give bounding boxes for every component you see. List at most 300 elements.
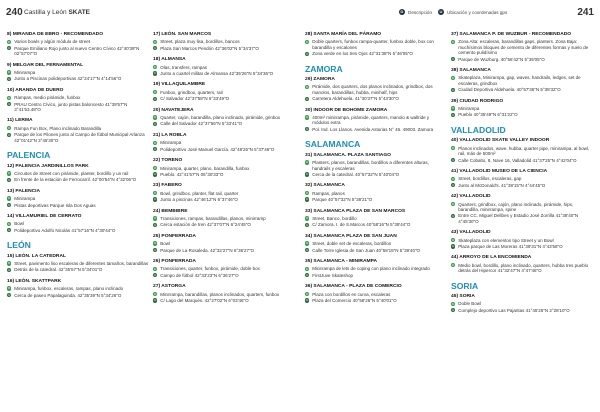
description-text: Olas, transfers, rampas [160, 64, 208, 70]
location-text: Entre CC. Miguel Delibes y Estadio José Zorrilla 41°38'40"N 4°45'30"O [458, 213, 579, 224]
skatepark-entry [305, 108, 447, 133]
location-line [7, 228, 149, 233]
description-icon: D [306, 160, 309, 165]
description-text: Bowl, grindbox, planter, flat rail, quarter [160, 190, 239, 196]
skatepark-title: 40) VALLADOLID SKATE VALLEY INDOOR [451, 138, 550, 144]
location-line [153, 222, 295, 227]
description-line [451, 301, 593, 306]
description-text: Rampas, planos [312, 190, 345, 196]
skatepark-title: 20) NAVATEJERA [153, 107, 194, 113]
skatepark-entry [451, 68, 593, 93]
description-icon: D [154, 140, 157, 145]
description-icon: D [306, 191, 309, 196]
location-icon: U [452, 87, 455, 92]
location-line [7, 293, 149, 298]
section-heading: PALENCIA [7, 150, 51, 161]
description-icon: D [8, 221, 11, 226]
skatepark-entry [305, 284, 447, 303]
skatepark-entry [7, 279, 149, 298]
skatepark-title: 31) SALAMANCA. PLAZA SANTIAGO [305, 152, 391, 158]
icon-legend [393, 9, 507, 15]
description-text: Street, pavimento liso escaleras de diferentes tamaños, barandillas [14, 260, 149, 266]
skatepark-title: 25) PONFERRADA [153, 233, 196, 239]
location-icon: U [8, 132, 11, 137]
description-line [7, 126, 149, 131]
description-icon: D [154, 241, 157, 246]
description-text: Medio bowl, bordillo, plano inclinado, quarters, hubba tres pueblo detrás del Hipercor 41°32'47"N 4°47'46"O [458, 262, 589, 274]
skatepark-title: 13) PALENCIA [7, 188, 41, 194]
skatepark-entry [305, 153, 447, 178]
running-title-topic: SKATE [68, 9, 91, 16]
location-icon: U [306, 197, 309, 202]
description-text: Planters, planos, barandillas, bordillos a diferentes alturas, handrails y escaleras [312, 160, 429, 171]
skatepark-entry [153, 133, 295, 152]
skatepark-title: 11) LERMA [7, 118, 33, 124]
location-text: Zona verde en los tres Ojos 42°31'38"N 5°46'05"O [312, 51, 413, 57]
location-line [305, 96, 447, 101]
skatepark-entry [305, 32, 447, 57]
description-line [305, 191, 447, 196]
column-3 [305, 32, 447, 309]
description-text: Minirampa, quarter, plano, barandilla, funbox [160, 165, 250, 171]
description-text: Rampa Fun Box, Plano inclinado Barandilla [14, 125, 102, 131]
skatepark-title: 33) SALAMANCA PLAZA DE SAN MARCOS [305, 208, 406, 214]
location-text: Calle del Salvador 42°37'56"N 5°33'41"O [160, 121, 243, 127]
skatepark-title: 38) SALAMANCA [451, 68, 491, 74]
location-text: C/ Zamora. I. de S.Marcos 40°58'16"N 5°39'44"O [312, 222, 411, 228]
skatepark-title: 14) VILLAMURIEL DE CERRATO [7, 213, 82, 219]
description-line [153, 292, 295, 297]
location-text: Cerca estación de tren 42°37'07"N 6°24'45"O [160, 222, 251, 228]
skatepark-entry [7, 118, 149, 143]
location-icon: U [8, 76, 11, 81]
location-icon: U [154, 273, 157, 278]
description-icon: D [452, 39, 455, 44]
location-line [305, 273, 447, 278]
location-line [305, 197, 447, 202]
description-line [451, 106, 593, 111]
column-4 [451, 32, 593, 319]
description-text: Plaza con bordillos en curva, escaleras [312, 291, 391, 297]
description-text: Transiciones, rampas, barandillas, planos, minirramp [160, 215, 266, 221]
skatepark-title: 8) MIRANDA DE EBRO - RECOMENDADO [7, 32, 104, 37]
location-icon: U [154, 121, 157, 126]
location-icon: U [8, 46, 11, 51]
description-line [451, 263, 593, 274]
skatepark-entry [451, 230, 593, 249]
skatepark-title: 41) VALLADOLID MUSEO DE LA CIENCIA [451, 168, 548, 174]
location-text: Pol. Ind. Los Llanos. Avenida Asturias N° 46. 49003. Zamora [312, 126, 434, 132]
section-heading: VALLADOLID [451, 124, 506, 135]
description-line [305, 241, 447, 246]
description-line [7, 286, 149, 291]
description-text: Funbox, grindbox, quarters, rail [160, 89, 223, 95]
location-text: Junto a cuartel militar de Almansa 42°35'26"N 5°34'36"O [160, 71, 274, 77]
skatepark-entry [153, 32, 295, 51]
description-text: Bowl [160, 241, 171, 247]
location-icon: U [452, 157, 455, 162]
description-icon: D [306, 291, 309, 296]
description-icon: D [306, 216, 309, 221]
description-icon: D [154, 216, 157, 221]
description-line [7, 196, 149, 201]
description-legend-label: Descripción [408, 9, 432, 15]
location-icon: U [154, 247, 157, 252]
location-text: Parque de La Rosaleda. 42°32'27"N 6°36'27"O [160, 247, 255, 253]
description-line [153, 140, 295, 145]
description-text: Street, bordillos, escaleras, gap [458, 176, 522, 182]
section-heading: ZAMORA [305, 63, 343, 74]
description-icon: D [306, 84, 309, 89]
skatepark-title: 45) SORIA [451, 294, 475, 299]
location-text: Ciudad Deportiva Aldehuela. 40°57'36"N 5°38'32"O [458, 87, 561, 93]
description-icon: D [154, 165, 157, 170]
location-line [153, 121, 295, 126]
description-icon: D [306, 266, 309, 271]
description-line [153, 266, 295, 271]
skatepark-entry [7, 214, 149, 233]
description-icon: D [452, 106, 455, 111]
skatepark-entry [7, 63, 149, 82]
skatepark-entry [7, 189, 149, 208]
location-icon: U [452, 112, 455, 117]
location-line [153, 172, 295, 177]
location-icon: U [452, 213, 455, 218]
location-legend-label: Ubicación y coordenadas gps [447, 9, 508, 15]
location-icon: U [452, 56, 455, 61]
location-line [451, 244, 593, 249]
description-icon: D [8, 126, 11, 131]
location-line [305, 248, 447, 253]
location-text: Pistas deportivas Parque Isla Dos Aguas [14, 202, 96, 208]
location-line [451, 158, 593, 163]
description-line [305, 266, 447, 271]
skatepark-entry [7, 32, 149, 57]
location-text: FirstJuve Skateshop [312, 272, 354, 278]
description-line [7, 221, 149, 226]
description-line [153, 39, 295, 44]
description-icon: D [400, 9, 404, 14]
description-text: Bowl [14, 221, 25, 227]
location-text: Junto a piscinas 42°46'12"N 6°37'46"O [160, 197, 238, 203]
description-text: Quarters, grindbox, cajón, plano inclinado, pirámide, hips, barandilla, minirrampa, spine [458, 201, 574, 212]
description-icon: D [154, 291, 157, 296]
description-icon: D [154, 191, 157, 196]
location-line [305, 172, 447, 177]
location-text: C/ Salvador 42°37'58"N 5°33'49"O [160, 96, 230, 102]
description-icon: D [8, 39, 11, 44]
skatepark-title: 34) SALAMANCA PLAZA DE SAN JUAN [305, 233, 397, 239]
description-line [451, 75, 593, 86]
location-icon: U [154, 298, 157, 303]
location-text: Plaza del Comercio 40°58'26"N 5°40'01"O [312, 298, 397, 303]
description-text: Quarter, cajón, barandilla, plano inclinado, pirámide, grinbox [160, 115, 281, 121]
location-text: Plaza San Marcos Pendón 42°36'02"N 5°34'37"O [160, 45, 259, 51]
description-icon: D [154, 90, 157, 95]
location-line [305, 51, 447, 56]
location-icon: U [306, 127, 309, 132]
location-text: Cerca de la catedral. 40°57'32"N 5°40'04"O [312, 171, 400, 177]
description-text: Minirampa [14, 70, 36, 76]
location-line [451, 213, 593, 224]
location-icon: U [8, 101, 11, 106]
skatepark-entry [305, 183, 447, 202]
location-line [451, 87, 593, 92]
column-2 [153, 32, 295, 309]
location-line [451, 183, 593, 188]
location-icon: U [154, 96, 157, 101]
description-text: Minirrampa de lets de coping con plano inclinado integrado [312, 266, 430, 272]
skatepark-entry [153, 209, 295, 228]
column-1 [7, 32, 149, 304]
skatepark-title: 27) ASTORGA [153, 284, 186, 290]
location-text: Cerca de paseo Papalaguinda. 42°35'39"N 5°34'26"O [14, 292, 122, 298]
skatepark-entry [7, 254, 149, 273]
location-icon: U [306, 298, 309, 303]
location-line [153, 298, 295, 303]
location-icon: U [154, 172, 157, 177]
description-line [305, 216, 447, 221]
skatepark-title: 39) CIUDAD RODRIGO [451, 98, 504, 104]
location-line [7, 132, 149, 143]
left-page-number: 240 [6, 7, 23, 18]
skatepark-entry [451, 194, 593, 224]
running-title-region: Castilla y León [24, 9, 67, 16]
description-icon: D [306, 39, 309, 44]
section-heading: SORIA [451, 280, 479, 291]
location-icon: U [306, 51, 309, 56]
running-title [24, 9, 90, 16]
skatepark-title: 12) PALENCIA JARDINILLOS PARK [7, 163, 89, 169]
description-line [153, 115, 295, 120]
skatepark-title: 24) BEMBIBRE [153, 208, 188, 214]
description-line [153, 166, 295, 171]
location-icon: U [154, 146, 157, 151]
description-icon: D [154, 115, 157, 120]
location-text: Parque Emiliano Rojo junto al nuevo Centro Cívico 42°40'39"N 02°57'07"O [14, 45, 140, 57]
page-header [0, 0, 600, 30]
description-text: Rampas, medio pirámide, funbox [14, 95, 81, 101]
section-heading: LEÓN [7, 240, 31, 251]
location-line [305, 222, 447, 227]
location-line [7, 76, 149, 81]
skatepark-entry [153, 259, 295, 278]
location-text: Detrás de la catedral. 42°35'57"N 5°34'01"O [14, 267, 103, 273]
location-text: C/ Lago del Marqués. 42°27'02"N 6°03'46"O [160, 298, 249, 303]
description-text: Transiciones, quarter, funbox, pirámide, doble box [160, 266, 260, 272]
description-icon: D [8, 70, 11, 75]
description-line [451, 39, 593, 55]
description-text: Skateplaza con elementos tipo Street y un Bowl [458, 237, 554, 243]
description-icon: D [452, 237, 455, 242]
description-line [451, 146, 593, 157]
description-text: Minirampa [14, 196, 36, 202]
description-icon: D [154, 39, 157, 44]
skatepark-title: 44) ARROYO DE LA ENCOMIENDA [451, 255, 532, 261]
description-line [451, 176, 593, 181]
location-text: Calle Cobalto, 8, Nave 16, Valladolid 41°37'25"N 4°42'04"O [458, 157, 577, 163]
skatepark-title: 26) PONFERRADA [153, 258, 196, 264]
description-text: Minirampa [160, 140, 182, 146]
location-line [153, 273, 295, 278]
location-text: Complejo deportivo Las Pajaritas 41°45'25"N 2°28'10"O [458, 307, 570, 313]
description-line [451, 238, 593, 243]
location-icon: U [8, 292, 11, 297]
skatepark-entry [451, 138, 593, 163]
description-line [153, 191, 295, 196]
description-icon: D [306, 115, 309, 120]
description-text: Minirampa [458, 106, 480, 112]
location-line [305, 298, 447, 303]
skatepark-title: 17) LEÓN. SAN MARCOS [153, 32, 212, 37]
description-text: Street, plaza muy lisa, bordillos, bancos [160, 39, 240, 45]
location-icon: U [306, 247, 309, 252]
description-icon: D [452, 201, 455, 206]
description-icon: D [8, 95, 11, 100]
description-text: Planos inclinados, wave, hubba, quarter pipe, minirampa, al bowl, rail, más de 500m² [458, 145, 590, 157]
location-text: Campo de fútbol 42°33'23"N 6°36'27"O [160, 272, 239, 278]
location-icon: U [154, 46, 157, 51]
location-line [7, 267, 149, 272]
description-line [451, 202, 593, 213]
description-line [7, 70, 149, 75]
location-line [451, 112, 593, 117]
description-line [305, 292, 447, 297]
skatepark-title: 16) LEÓN. SKATTPARK [7, 278, 62, 284]
description-text: Pirámide, dos quarters, dos planos inclinados, grindbox, dos manolos, barandillas, hubba, minihalf, hips [312, 84, 433, 95]
description-text: Circuitos de Street con pirámide, planter, bordillo y un rail [14, 170, 129, 176]
description-icon: D [452, 176, 455, 181]
skatepark-title: 35) SALAMANCA - MINIRAMPA [305, 258, 377, 264]
description-text: Doble quarters, funbox rampa-quarter, funbox doble, box con barandilla y escalones [312, 39, 434, 50]
description-line [305, 160, 447, 171]
skatepark-entry [305, 209, 447, 228]
skatepark-title: 29) ZAMORA [305, 77, 335, 83]
location-text: Parque 40°57'32"N 5°38'21"O [312, 197, 373, 203]
description-line [7, 261, 149, 266]
skatepark-entry [153, 234, 295, 253]
location-line [451, 308, 593, 313]
location-line [153, 71, 295, 76]
skatepark-entry [451, 169, 593, 188]
location-line [153, 96, 295, 101]
description-text: Doble Bowl [458, 301, 482, 307]
location-line [7, 102, 149, 113]
location-icon: U [8, 267, 11, 272]
location-line [153, 197, 295, 202]
description-icon: D [8, 171, 11, 176]
skatepark-title: 10) ARANDA DE DUERO [7, 87, 64, 93]
location-text: Calle Torre Iglesia de San Juan 40°58'15"N 5°39'40"O [312, 247, 421, 253]
skatepark-title: 37) SALAMANCA P. DE WUZBUR - RECOMENDADO [451, 32, 572, 37]
description-line [153, 216, 295, 221]
description-text: Minirrampa, barandillas, planos inclinados, quarters, funbox [160, 291, 280, 297]
location-line [305, 127, 447, 132]
skatepark-entry [305, 77, 447, 102]
location-line [153, 248, 295, 253]
location-icon: U [452, 183, 455, 188]
description-icon: D [452, 145, 455, 150]
location-icon: U [306, 172, 309, 177]
skatepark-title: 36) SALAMANCA - PLAZA DE COMERCIO [305, 284, 402, 290]
description-icon: D [8, 196, 11, 201]
description-icon: D [306, 241, 309, 246]
skatepark-entry [451, 255, 593, 273]
location-text: Polideportivo José Manuel García. 42°48'26"N 5°37'46"O [160, 146, 275, 152]
location-icon: U [154, 222, 157, 227]
location-icon: U [154, 197, 157, 202]
skatepark-entry [153, 158, 295, 177]
description-icon: D [8, 286, 11, 291]
skatepark-title: 42) VALLADOLID [451, 194, 491, 200]
description-line [153, 241, 295, 246]
skatepark-entry [153, 183, 295, 202]
skatepark-title: 19) VILLAQUILAMBRE [153, 82, 206, 88]
skatepark-entry [153, 82, 295, 101]
location-icon: U [306, 96, 309, 101]
skatepark-entry [153, 284, 295, 303]
location-icon: U [439, 9, 443, 14]
description-icon: D [452, 263, 455, 268]
location-text: Pueblo. 42°41'57"N 06°30'33"O [160, 171, 224, 177]
location-icon: U [154, 71, 157, 76]
description-line [7, 95, 149, 100]
location-line [7, 46, 149, 57]
skatepark-title: 15) LEÓN. LA CATEDRAL [7, 253, 66, 259]
description-line [153, 90, 295, 95]
location-line [153, 46, 295, 51]
description-icon: D [154, 64, 157, 69]
section-heading: SALAMANCA [305, 139, 361, 150]
location-line [451, 57, 593, 62]
location-text: Pueblo 40°35'49"N 6°31'22"O [458, 112, 518, 118]
skatepark-title: 43) VALLADOLID [451, 230, 491, 236]
location-text: Plaza parque de Las Moreras 41°39'31"N 4°43'58"O [458, 243, 563, 249]
location-icon: U [8, 228, 11, 233]
skatepark-title: 30) INDOOR DE BOHOME ZAMORA [305, 107, 388, 113]
skatepark-entry [153, 108, 295, 127]
location-text: Junto al McDonald's. 41°38'15"N 4°44'45"O [458, 182, 546, 188]
description-text: Minirampa, funbox, escaleras, rampas, plano inclinado [14, 286, 124, 292]
location-text: Parque de Wuzburg. 40°56'42"N 5°35'05"O [458, 56, 545, 62]
description-text: 400m² minirrampa, pirámide, quarters, manolo & wallride y módulos extra [312, 115, 430, 126]
skatepark-entry [7, 164, 149, 183]
skatepark-entry [305, 234, 447, 253]
right-page-number: 241 [577, 7, 594, 18]
description-text: Varios bowls y algún módulo de street [14, 39, 91, 45]
description-line [7, 171, 149, 176]
location-icon: U [8, 202, 11, 207]
description-text: Street, Banco, bordillo [312, 215, 357, 221]
skatepark-title: 21) LA ROBLA [153, 132, 187, 138]
location-text: Junto a Piscinas polideportivas 42°24'17"N 4°14'56"O [14, 76, 122, 82]
skatepark-entry [7, 88, 149, 113]
location-text: PRAU Centro Cívico, junto pistas baloncesto 41°39'57"N 3°41'53.48"O [14, 101, 128, 113]
location-text: Polideportivo Adolfo Nicolás 41°57'16"N 4°30'44"O [14, 227, 116, 233]
location-line [7, 203, 149, 208]
skatepark-entry [153, 57, 295, 76]
description-line [305, 39, 447, 50]
skatepark-entry [451, 294, 593, 313]
description-text: Skateplaza, Minirampa, gap, waves, handrails, ledges, set de escaleras, grindbox [458, 75, 581, 86]
description-icon: D [154, 266, 157, 271]
description-text: Zona Alta: escaleras, barandillas gaps, planters. Zona Baja: muchísimos bloques de cemento de diferentes formas y suelo de cemento pulidísimo [458, 39, 589, 56]
skatepark-entry [305, 259, 447, 278]
description-line [7, 39, 149, 44]
skatepark-title: 23) FABERO [153, 183, 182, 189]
location-icon: U [452, 308, 455, 313]
description-icon: D [452, 301, 455, 306]
